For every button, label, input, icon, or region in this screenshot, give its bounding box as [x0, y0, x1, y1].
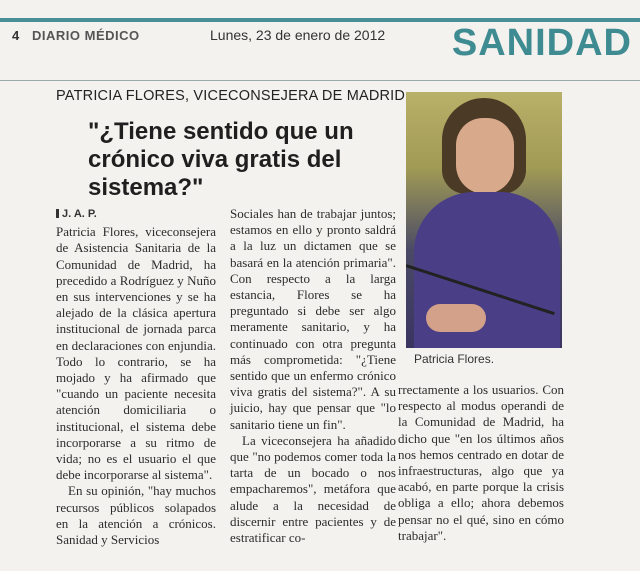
- section-title: SANIDAD: [451, 22, 632, 64]
- article-headline: "¿Tiene sentido que un crónico viva gratis del sistema?": [88, 118, 354, 201]
- paragraph: En su opinión, "hay muchos recursos públicos solapados en la atención a crónicos. Sanidad y Servicios: [56, 483, 216, 548]
- byline: [56, 206, 216, 222]
- article: [34, 84, 568, 564]
- publication-name: DIARIO MÉDICO: [32, 28, 140, 43]
- paragraph: Sociales han de trabajar juntos; estamos en ello y pronto saldrá a la luz un dictamen que se basará en la atención primaria". Con respecto a la larga estancia, Flores se ha preguntado si debe ser algo meramente sanitario, y ha continuado con otra pregunta más comprometida: "¿Tiene sentido que un enfermo crónico viva gratis del sistema?". A su juicio, hay que pensar que "lo sanitario tiene un fin".: [230, 206, 396, 432]
- byline-text: J. A. P.: [62, 208, 97, 220]
- photo-face-shape: [456, 118, 514, 194]
- text-column-3: [398, 382, 564, 544]
- photo-caption: Patricia Flores.: [414, 352, 495, 366]
- paragraph: La viceconsejera ha añadido que "no podemos comer toda la tarta de un bocado o nos empacharemos", metáfora que alude a la necesidad de discernir entre pacientes y de estratificar co-: [230, 432, 396, 546]
- page-number: 4: [12, 28, 20, 43]
- header-rule: [0, 80, 640, 81]
- issue-date: Lunes, 23 de enero de 2012: [210, 27, 386, 43]
- paragraph: rrectamente a los usuarios. Con respecto al modus operandi de la Comunidad de Madrid, ha dicho que "en los últimos años nos hemos centrado en dotar de infraestructuras, algo que ya acabó, en parte porque la crisis obliga a ello; ahora debemos pensar no el qué, sino en cómo trabajar".: [398, 382, 564, 543]
- photo-hands-shape: [426, 304, 486, 332]
- text-column-2: [230, 206, 396, 546]
- article-kicker: PATRICIA FLORES, VICECONSEJERA DE MADRID: [56, 88, 406, 104]
- byline-marker-icon: [56, 209, 59, 218]
- portrait-photo: [406, 92, 562, 348]
- paragraph: Patricia Flores, viceconsejera de Asistencia Sanitaria de la Comunidad de Madrid, ha precedido a Rodríguez y Nuño en sus intervenciones y se ha alejado de la clásica apertura institucional de jornada parca en declaraciones con enjundia. Todo lo contrario, se ha mojado y ha afirmado que "cuando un paciente necesita atención domiciliaria o institucional, el sistema debe incorporarse a su ritmo de vida; no es el usuario el que debe incorporarse al sistema".: [56, 224, 216, 483]
- text-column-1: [56, 206, 216, 548]
